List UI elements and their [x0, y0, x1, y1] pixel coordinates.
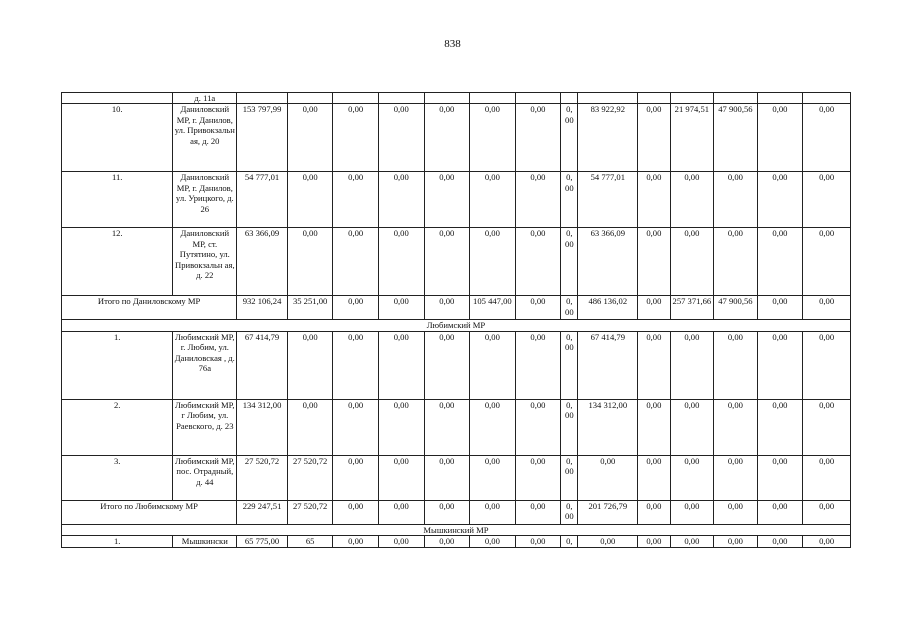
value-cell: 0,: [561, 536, 578, 548]
value-cell: 0, 00: [561, 331, 578, 399]
value-cell: 83 922,92: [578, 104, 638, 172]
value-cell: 54 777,01: [578, 172, 638, 228]
value-cell: 0,00: [803, 172, 851, 228]
total-label: Итого по Даниловскому МР: [62, 296, 237, 320]
value-cell: 0,00: [714, 228, 758, 296]
value-cell: 0,00: [470, 104, 516, 172]
value-cell: 0,00: [378, 104, 424, 172]
value-cell: 0,00: [515, 500, 561, 524]
value-cell: 0,00: [670, 455, 714, 500]
value-cell: 0,00: [757, 500, 803, 524]
value-cell: 0,00: [470, 536, 516, 548]
value-cell: 0,00: [333, 331, 379, 399]
value-cell: 0,00: [803, 500, 851, 524]
value-cell: 134 312,00: [237, 399, 288, 455]
data-table: [61, 92, 851, 548]
value-cell: 0,00: [757, 296, 803, 320]
value-cell: 0,00: [638, 399, 670, 455]
value-cell: 0, 00: [561, 399, 578, 455]
value-cell: 0,00: [757, 455, 803, 500]
value-cell: 0,00: [470, 455, 516, 500]
value-cell: 0,00: [670, 536, 714, 548]
value-cell: 0,00: [424, 500, 470, 524]
value-cell: 0,00: [378, 455, 424, 500]
row-number: 11.: [62, 172, 173, 228]
table-row: [62, 172, 851, 228]
address-cell: Даниловский МР, ст. Путятино, ул. Привокзальн ая, д. 22: [173, 228, 237, 296]
value-cell: 0,00: [515, 296, 561, 320]
address-cell: Даниловский МР, г. Данилов, ул. Урицкого, д. 26: [173, 172, 237, 228]
value-cell: 0,00: [803, 228, 851, 296]
value-cell: 35 251,00: [287, 296, 333, 320]
value-cell: 0, 00: [561, 172, 578, 228]
value-cell: 0, 00: [561, 296, 578, 320]
row-number: 2.: [62, 399, 173, 455]
section-header: Любимский МР: [62, 320, 851, 331]
value-cell: 0,00: [757, 104, 803, 172]
value-cell: 0,00: [378, 172, 424, 228]
row-number: 1.: [62, 536, 173, 548]
value-cell: 0,00: [714, 536, 758, 548]
value-cell: 0, 00: [561, 228, 578, 296]
value-cell: 0,00: [757, 399, 803, 455]
value-cell: 0,00: [803, 104, 851, 172]
value-cell: 0,00: [714, 500, 758, 524]
value-cell: 0,00: [515, 399, 561, 455]
value-cell: 0,00: [803, 536, 851, 548]
value-cell: 0,00: [638, 296, 670, 320]
value-cell: 63 366,09: [578, 228, 638, 296]
value-cell: 0,00: [470, 228, 516, 296]
value-cell: 0,00: [378, 536, 424, 548]
address-cell: Любимский МР, г. Любим, ул. Даниловская , д. 76а: [173, 331, 237, 399]
value-cell: 0,00: [515, 455, 561, 500]
value-cell: 0,00: [424, 536, 470, 548]
table-row-fragment: [62, 93, 851, 104]
value-cell: 0,00: [378, 331, 424, 399]
table-row: [62, 455, 851, 500]
value-cell: 0,00: [424, 104, 470, 172]
value-cell: 27 520,72: [287, 455, 333, 500]
value-cell: 0,00: [638, 536, 670, 548]
value-cell: 0,00: [333, 172, 379, 228]
table-row: [62, 296, 851, 320]
value-cell: 0,00: [670, 331, 714, 399]
value-cell: 47 900,56: [714, 104, 758, 172]
row-number: 12.: [62, 228, 173, 296]
address-cell: Мышкински: [173, 536, 237, 548]
value-cell: 0,00: [378, 399, 424, 455]
value-cell: 0,00: [638, 228, 670, 296]
value-cell: 0,00: [757, 228, 803, 296]
value-cell: 0,00: [515, 104, 561, 172]
value-cell: 0,00: [287, 172, 333, 228]
value-cell: 0,00: [333, 500, 379, 524]
value-cell: 0,00: [378, 296, 424, 320]
table-row: [62, 536, 851, 548]
value-cell: 0,00: [424, 331, 470, 399]
value-cell: 105 447,00: [470, 296, 516, 320]
value-cell: 0,00: [333, 455, 379, 500]
value-cell: 27 520,72: [287, 500, 333, 524]
value-cell: 229 247,51: [237, 500, 288, 524]
value-cell: 0,00: [287, 104, 333, 172]
value-cell: 54 777,01: [237, 172, 288, 228]
address-cell: Любимский МР, пос. Отрадный, д. 44: [173, 455, 237, 500]
value-cell: 65: [287, 536, 333, 548]
table-row: [62, 104, 851, 172]
row-number: 3.: [62, 455, 173, 500]
value-cell: 0,00: [515, 536, 561, 548]
value-cell: 0,00: [424, 399, 470, 455]
value-cell: 0,00: [333, 104, 379, 172]
value-cell: 0,00: [287, 228, 333, 296]
value-cell: 0,00: [757, 536, 803, 548]
table-row: [62, 331, 851, 399]
value-cell: 0,00: [670, 228, 714, 296]
value-cell: 0,00: [803, 399, 851, 455]
value-cell: 0, 00: [561, 455, 578, 500]
row-number: 10.: [62, 104, 173, 172]
value-cell: 0,00: [287, 399, 333, 455]
value-cell: 0,00: [638, 172, 670, 228]
value-cell: 0,00: [333, 228, 379, 296]
value-cell: 0,00: [578, 536, 638, 548]
value-cell: 0,00: [803, 331, 851, 399]
value-cell: 63 366,09: [237, 228, 288, 296]
value-cell: 0,00: [757, 331, 803, 399]
value-cell: 0,00: [670, 172, 714, 228]
value-cell: 0,00: [638, 455, 670, 500]
value-cell: 0,00: [714, 399, 758, 455]
value-cell: 0,00: [670, 500, 714, 524]
value-cell: 27 520,72: [237, 455, 288, 500]
value-cell: 0,00: [378, 228, 424, 296]
value-cell: 0,00: [714, 331, 758, 399]
address-cell: Даниловский МР, г. Данилов, ул. Привокзальн ая, д. 20: [173, 104, 237, 172]
table-row: [62, 320, 851, 331]
value-cell: 0,00: [515, 331, 561, 399]
value-cell: 0,00: [287, 331, 333, 399]
value-cell: 0,00: [515, 172, 561, 228]
value-cell: 0,00: [470, 500, 516, 524]
value-cell: 67 414,79: [578, 331, 638, 399]
value-cell: 47 900,56: [714, 296, 758, 320]
table-row: [62, 524, 851, 535]
value-cell: 201 726,79: [578, 500, 638, 524]
value-cell: 65 775,00: [237, 536, 288, 548]
value-cell: 0,00: [638, 500, 670, 524]
address-cell: Любимский МР, г Любим, ул. Раевского, д. 23: [173, 399, 237, 455]
value-cell: 0,00: [714, 455, 758, 500]
value-cell: 0,00: [714, 172, 758, 228]
value-cell: 0,00: [424, 172, 470, 228]
table-row: [62, 500, 851, 524]
value-cell: 0, 00: [561, 500, 578, 524]
value-cell: 0,00: [470, 331, 516, 399]
value-cell: 932 106,24: [237, 296, 288, 320]
value-cell: 134 312,00: [578, 399, 638, 455]
value-cell: 0,00: [757, 172, 803, 228]
value-cell: 0, 00: [561, 104, 578, 172]
value-cell: 0,00: [378, 500, 424, 524]
value-cell: 0,00: [803, 296, 851, 320]
value-cell: 0,00: [578, 455, 638, 500]
value-cell: 21 974,51: [670, 104, 714, 172]
value-cell: 153 797,99: [237, 104, 288, 172]
value-cell: 0,00: [333, 399, 379, 455]
value-cell: 0,00: [470, 399, 516, 455]
address-cell: д. 11а: [173, 93, 237, 104]
table-row: [62, 399, 851, 455]
value-cell: 0,00: [424, 296, 470, 320]
total-label: Итого по Любимскому МР: [62, 500, 237, 524]
value-cell: 0,00: [424, 228, 470, 296]
row-number: 1.: [62, 331, 173, 399]
value-cell: 0,00: [424, 455, 470, 500]
value-cell: 0,00: [333, 536, 379, 548]
value-cell: 67 414,79: [237, 331, 288, 399]
value-cell: 0,00: [333, 296, 379, 320]
value-cell: 0,00: [470, 172, 516, 228]
value-cell: 0,00: [638, 104, 670, 172]
value-cell: 486 136,02: [578, 296, 638, 320]
value-cell: 0,00: [515, 228, 561, 296]
page-number: 838: [444, 38, 461, 50]
value-cell: 0,00: [638, 331, 670, 399]
value-cell: 257 371,66: [670, 296, 714, 320]
table-row: [62, 228, 851, 296]
section-header: Мышкинский МР: [62, 524, 851, 535]
value-cell: 0,00: [670, 399, 714, 455]
value-cell: 0,00: [803, 455, 851, 500]
